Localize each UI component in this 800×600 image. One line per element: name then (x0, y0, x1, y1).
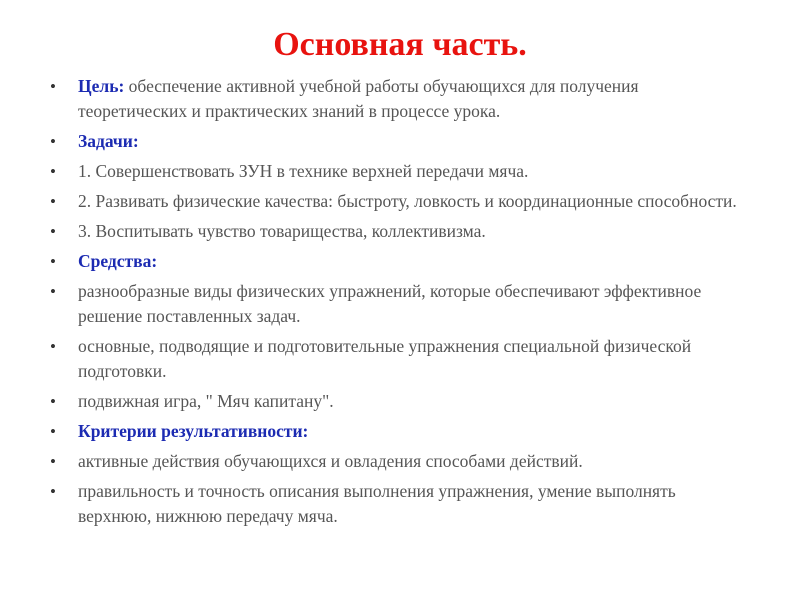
bullet-icon: • (50, 422, 56, 441)
task-1-text: 1. Совершенствовать ЗУН в технике верхней передачи мяча. (78, 161, 529, 181)
list-item-means-3 (48, 389, 748, 414)
list-item-task-2 (48, 189, 748, 214)
goal-label: Цель: (78, 76, 125, 96)
list-item-means-heading (48, 249, 748, 274)
list-item-task-1 (48, 159, 748, 184)
means-3-text: подвижная игра, " Мяч капитану". (78, 391, 334, 411)
bullet-icon: • (50, 162, 56, 181)
list-item-criteria-2 (48, 479, 748, 529)
criteria-heading: Критерии результативности: (78, 421, 309, 441)
criteria-2-text: правильность и точность описания выполнения упражнения, умение выполнять верхнюю, нижнюю передачу мяча. (78, 481, 676, 526)
task-2-text: 2. Развивать физические качества: быстроту, ловкость и координационные способности. (78, 191, 737, 211)
criteria-1-text: активные действия обучающихся и овладения способами действий. (78, 451, 583, 471)
tasks-heading: Задачи: (78, 131, 139, 151)
task-3-text: 3. Воспитывать чувство товарищества, коллективизма. (78, 221, 486, 241)
list-item-tasks-heading (48, 129, 748, 154)
slide-title: Основная часть. (273, 26, 527, 63)
bullet-icon: • (50, 132, 56, 151)
bullet-icon: • (50, 482, 56, 501)
means-2-text: основные, подводящие и подготовительные упражнения специальной физической подготовки. (78, 336, 692, 381)
bullet-icon: • (50, 192, 56, 211)
bullet-icon: • (50, 392, 56, 411)
bullet-icon: • (50, 282, 56, 301)
bullet-icon: • (50, 452, 56, 471)
list-item-goal (48, 74, 748, 124)
list-item-task-3 (48, 219, 748, 244)
list-item-means-1 (48, 279, 748, 329)
bullet-icon: • (50, 337, 56, 356)
list-item-means-2 (48, 334, 748, 384)
list-item-criteria-1 (48, 449, 748, 474)
means-1-text: разнообразные виды физических упражнений, которые обеспечивают эффективное решение поставленных задач. (78, 281, 702, 326)
bullet-icon: • (50, 77, 56, 96)
means-heading: Средства: (78, 251, 158, 271)
bullet-icon: • (50, 252, 56, 271)
goal-text: обеспечение активной учебной работы обучающихся для получения теоретических и практических знаний в процессе урока. (78, 76, 639, 121)
bullet-icon: • (50, 222, 56, 241)
bullet-list (48, 74, 748, 534)
list-item-criteria-heading (48, 419, 748, 444)
